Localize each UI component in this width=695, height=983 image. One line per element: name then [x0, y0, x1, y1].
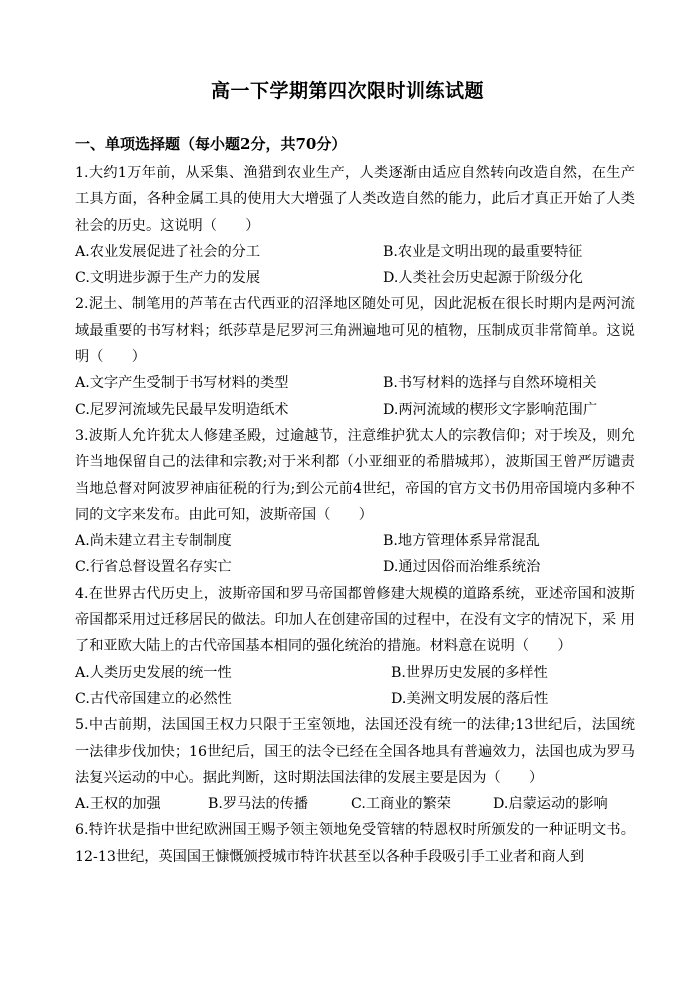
question-stem: 2.泥土、制笔用的芦苇在古代西亚的沼泽地区随处可见，因此泥板在很长时期内是两河流域最重要的书写材料；纸莎草是尼罗河三角洲遍地可见的植物，压制成页非常简单。这说明（ ）: [75, 296, 635, 366]
option-c: C.古代帝国建立的必然性: [75, 690, 232, 707]
option-b: B.世界历史发展的多样性: [391, 664, 548, 681]
question-6: [75, 817, 635, 870]
option-b: B.罗马法的传播: [208, 796, 309, 813]
question-2: [75, 291, 635, 422]
options-row: [75, 791, 635, 817]
option-d: D.两河流域的楔形文字影响范围广: [383, 401, 598, 418]
option-c: C.行省总督设置名存实亡: [75, 559, 232, 576]
option-a: A.人类历史发展的统一性: [75, 664, 232, 681]
option-b: B.农业是文明出现的最重要特征: [383, 243, 583, 260]
question-1: [75, 160, 635, 291]
options-row: [75, 265, 635, 291]
options-row: [75, 239, 635, 265]
option-c: C.工商业的繁荣: [351, 796, 451, 813]
question-stem: 6.特许状是指中世纪欧洲国王赐予领主领地免受管辖的特恩权时所颁发的一种证明文书。12-13世纪，英国国王慷慨颁授城市特许状甚至以各种手段吸引手工业者和商人到: [75, 822, 635, 865]
option-c: C.尼罗河流域先民最早发明造纸术: [75, 401, 289, 418]
options-row: [75, 397, 635, 423]
option-d: D.启蒙运动的影响: [493, 796, 608, 813]
options-row: [75, 528, 635, 554]
question-4: [75, 581, 635, 712]
question-5: [75, 712, 635, 817]
options-row: [75, 370, 635, 396]
options-row: [75, 554, 635, 580]
option-b: B.地方管理体系异常混乱: [383, 533, 540, 550]
option-d: D.通过因俗而治维系统治: [383, 559, 541, 576]
page-title: 高一下学期第四次限时训练试题: [210, 80, 484, 102]
option-c: C.文明进步源于生产力的发展: [75, 270, 261, 287]
option-d: D.人类社会历史起源于阶级分化: [383, 270, 583, 287]
options-row: [75, 686, 635, 712]
question-3: [75, 423, 635, 581]
question-list: [75, 160, 635, 870]
section-heading: 一、单项选择题（每小题2分，共70分）: [75, 135, 347, 153]
question-stem: 1.大约1万年前，从采集、渔猎到农业生产，人类逐渐由适应自然转向改造自然，在生产工具方面，各种金属工具的使用大大增强了人类改造自然的能力，此后才真正开始了人类社会的历史。这说明（ ）: [75, 165, 635, 234]
question-stem: 5.中古前期，法国国王权力只限于王室领地，法国还没有统一的法律;13世纪后，法国统一法律步伐加快；16世纪后，国王的法令已经在全国各地具有普遍效力，法国也成为罗马法复兴运动的中心。据此判断，这时期法国法律的发展主要是因为（ ）: [75, 717, 635, 786]
option-a: A.王权的加强: [75, 796, 161, 813]
question-stem: 3.波斯人允许犹太人修建圣殿，过逾越节，注意维护犹太人的宗教信仰；对于埃及，则允许当地保留自己的法律和宗教;对于米利都（小亚细亚的希腊城邦），波斯国王曾严厉谴责当地总督对阿波罗神庙征税的行为;到公元前4世纪，帝国的官方文书仍用帝国境内多种不同的文字来发布。由此可知，波斯帝国（ ）: [75, 427, 635, 523]
options-row: [75, 660, 635, 686]
option-a: A.尚未建立君主专制制度: [75, 533, 232, 550]
question-stem: 4.在世界古代历史上，波斯帝国和罗马帝国都曾修建大规模的道路系统，亚述帝国和波斯 帝国都采用过迁移居民的做法。印加人在创建帝国的过程中，在没有文字的情况下，采 用了和亚欧大陆上的古代帝国基本相同的强化统治的措施。材料意在说明（ ）: [75, 585, 635, 655]
option-a: A.文字产生受制于书写材料的类型: [75, 375, 289, 392]
option-b: B.书写材料的选择与自然环境相关: [383, 375, 597, 392]
option-a: A.农业发展促进了社会的分工: [75, 243, 261, 260]
option-d: D.美洲文明发展的落后性: [391, 690, 549, 707]
